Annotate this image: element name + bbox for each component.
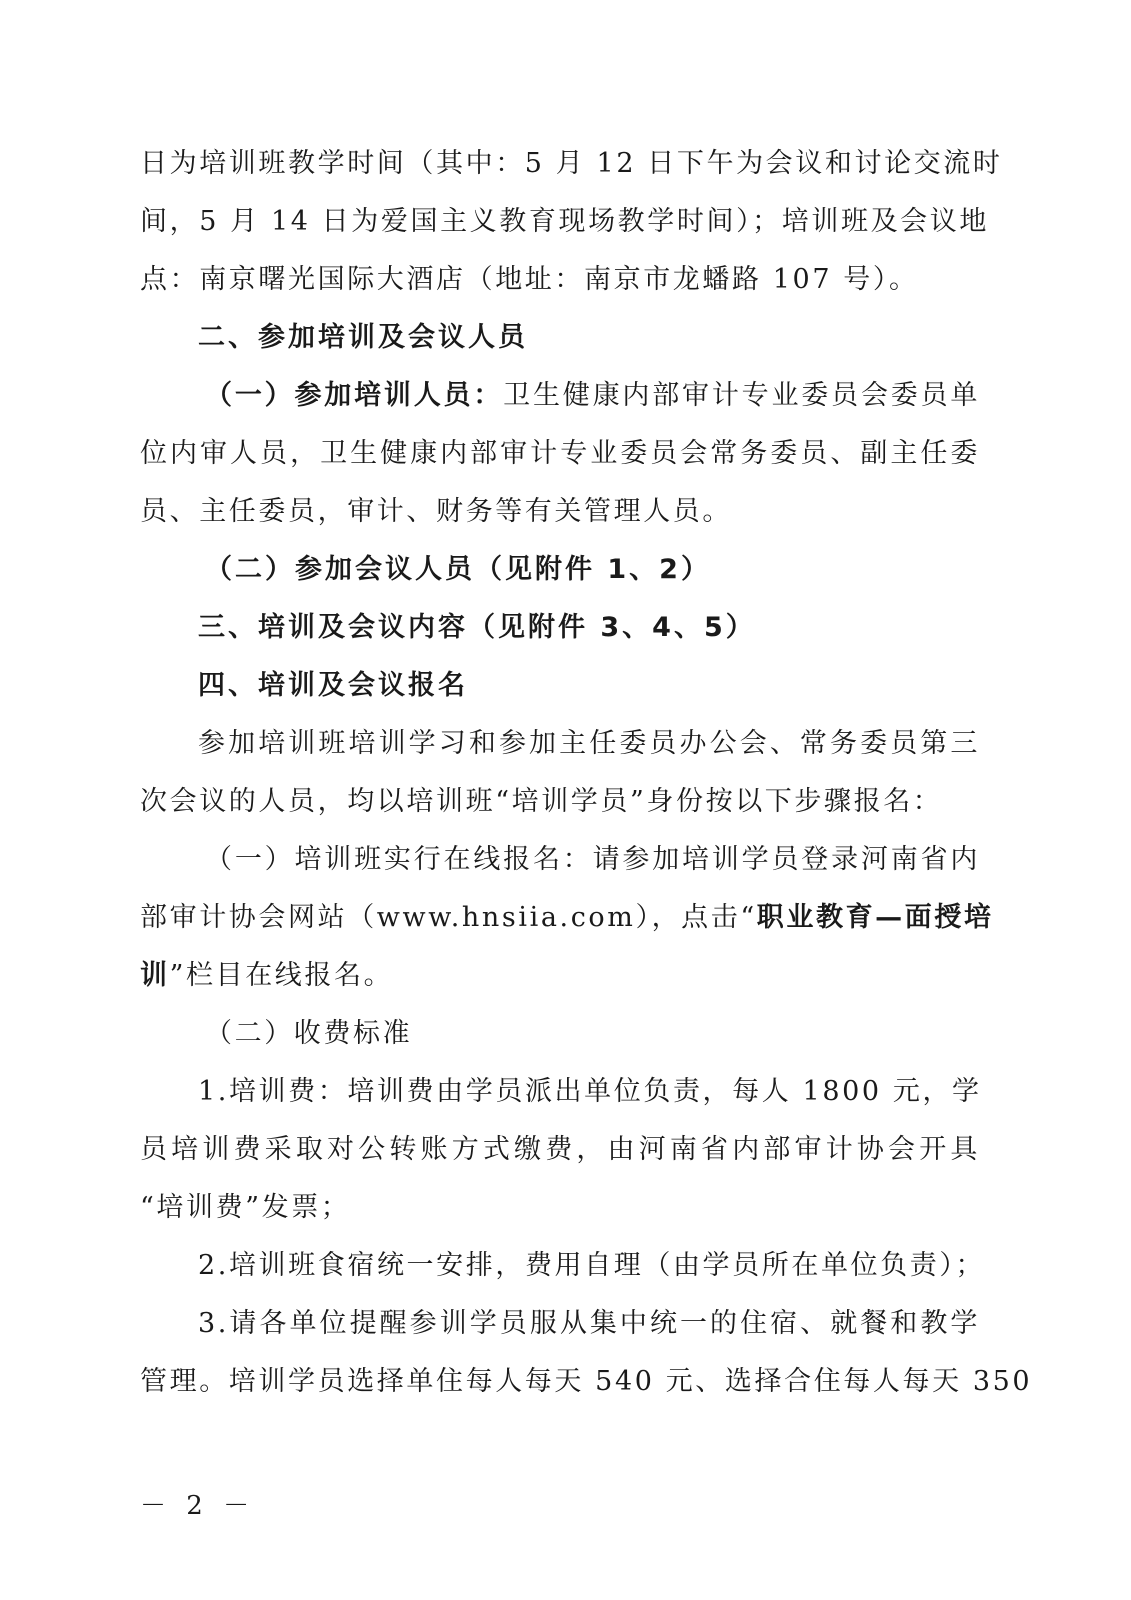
paragraph-text: ”栏目在线报名。 [169,960,394,991]
paragraph-line: 位内审人员，卫生健康内部审计专业委员会常务委员、副主任委 [140,438,980,469]
page-number: － 2 － [140,1491,256,1521]
paragraph-line [140,956,980,996]
paragraph-line: 间，5 月 14 日为爱国主义教育现场教学时间）；培训班及会议地 [140,206,989,237]
paragraph-text: 卫生健康内部审计专业委员会委员单 [503,380,980,411]
paragraph-line: 员培训费采取对公转账方式缴费，由河南省内部审计协会开具 [140,1134,980,1165]
paragraph-line: 日为培训班教学时间（其中：5 月 12 日下午为会议和讨论交流时 [140,148,1003,179]
paragraph-line: 参加培训班培训学习和参加主任委员办公会、常务委员第三 [198,728,980,759]
paragraph-line: （一）培训班实行在线报名：请参加培训学员登录河南省内 [205,844,980,875]
paragraph-line: 管理。培训学员选择单住每人每天 540 元、选择合住每人每天 350 [140,1366,1033,1397]
paragraph-line: 2.培训班食宿统一安排，费用自理（由学员所在单位负责）； [198,1250,986,1281]
paragraph-line: 点：南京曙光国际大酒店（地址：南京市龙蟠路 107 号）。 [140,264,919,295]
bold-text: 职业教育—面授培 [756,902,994,933]
subheading-label: （一）参加培训人员： [205,380,504,411]
paragraph-line: 1.培训费：培训费由学员派出单位负责，每人 1800 元，学 [198,1076,982,1107]
paragraph-line [205,376,980,416]
paragraph-line: 3.请各单位提醒参训学员服从集中统一的住宿、就餐和教学 [198,1308,980,1339]
bold-text: 训 [140,960,170,991]
section-heading: 二、参加培训及会议人员 [198,322,528,353]
paragraph-line: “培训费”发票； [140,1192,351,1223]
section-heading: 四、培训及会议报名 [198,670,468,701]
paragraph-line: 次会议的人员，均以培训班“培训学员”身份按以下步骤报名： [140,786,943,817]
subheading: （二）参加会议人员（见附件 1、2） [205,554,711,585]
paragraph-line: 员、主任委员，审计、财务等有关管理人员。 [140,496,732,527]
paragraph-text: 部审计协会网站（www.hnsiia.com），点击“ [140,902,757,933]
paragraph-line [140,898,994,938]
subheading: （二）收费标准 [205,1018,413,1049]
section-heading: 三、培训及会议内容（见附件 3、4、5） [198,612,756,643]
